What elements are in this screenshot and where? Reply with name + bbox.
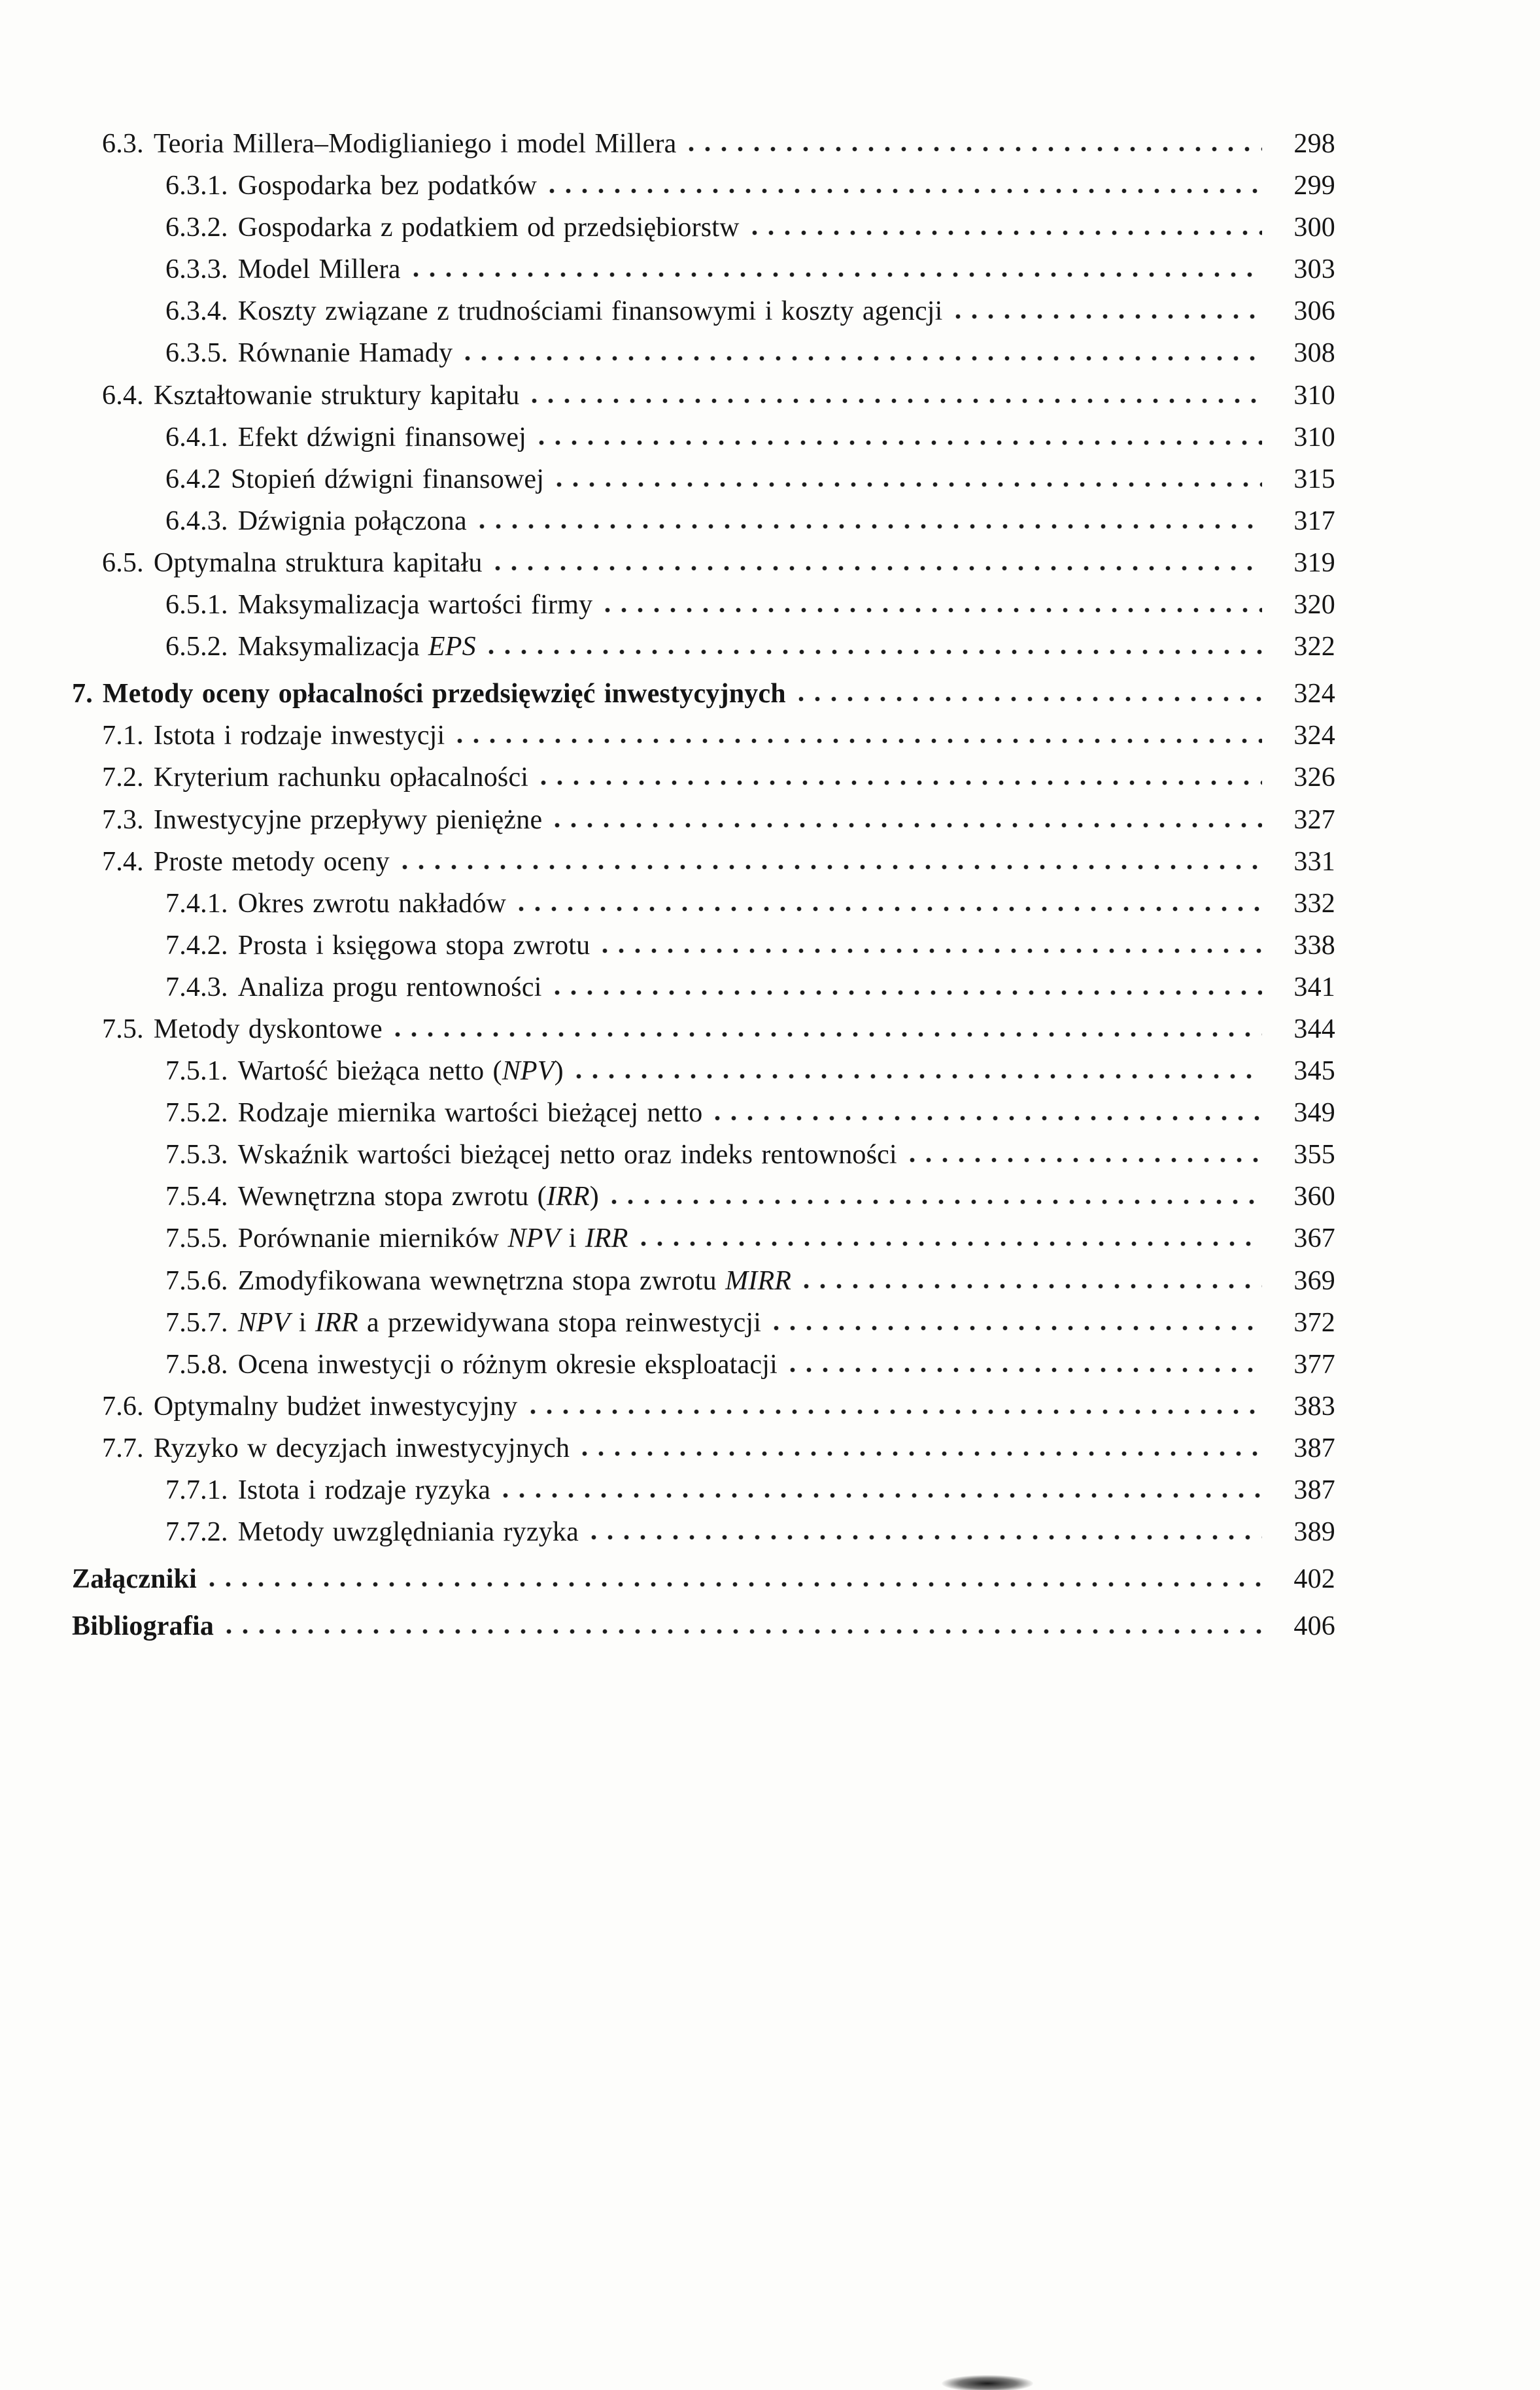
toc-entry xyxy=(72,1565,1335,1594)
toc-entry xyxy=(165,632,1335,661)
dot-leader xyxy=(413,271,1262,278)
toc-entry xyxy=(102,721,1335,750)
dot-leader xyxy=(554,822,1262,828)
toc-entry xyxy=(165,255,1335,284)
toc-entry xyxy=(165,1267,1335,1295)
entry-number: 7.5.8. xyxy=(165,1349,228,1380)
dot-leader xyxy=(604,607,1262,613)
toc-entry xyxy=(165,1308,1335,1337)
entry-number: 6.4.3. xyxy=(165,505,228,536)
dot-leader xyxy=(502,1492,1262,1499)
toc-entry xyxy=(165,889,1335,918)
dot-leader xyxy=(209,1581,1262,1588)
entry-number: 6.3.2. xyxy=(165,213,228,243)
toc-entry xyxy=(102,381,1335,410)
dot-leader xyxy=(590,1534,1262,1541)
entry-page: 355 xyxy=(1293,1140,1335,1170)
entry-page: 372 xyxy=(1293,1307,1335,1338)
toc-entry xyxy=(165,1057,1335,1085)
toc-entry xyxy=(72,679,1335,708)
toc-entry xyxy=(102,847,1335,876)
entry-title: Dźwignia połączona xyxy=(237,505,467,536)
entry-title: Proste metody oceny xyxy=(153,846,390,877)
entry-title: Zmodyfikowana wewnętrzna stopa zwrotu MIRR xyxy=(237,1265,792,1296)
dot-leader xyxy=(518,906,1262,912)
toc-entry xyxy=(102,806,1335,834)
dot-leader xyxy=(640,1240,1262,1247)
entry-number: 7.5.4. xyxy=(165,1182,228,1212)
entry-number: 6.4.2 xyxy=(165,464,221,494)
entry-title: Prosta i księgowa stopa zwrotu xyxy=(237,930,590,961)
toc-entry xyxy=(72,1612,1335,1641)
entry-number: 7.3. xyxy=(102,804,144,835)
entry-title: Porównanie mierników NPV i IRR xyxy=(237,1223,628,1254)
entry-number: 7.1. xyxy=(102,721,144,751)
entry-title: Wartość bieżąca netto (NPV) xyxy=(237,1056,564,1087)
toc-entry xyxy=(165,590,1335,619)
dot-leader xyxy=(402,864,1262,870)
entry-title: Analiza progu rentowności xyxy=(237,972,542,1002)
entry-title: Rodzaje miernika wartości bieżącej netto xyxy=(237,1098,703,1129)
entry-page: 299 xyxy=(1293,171,1335,201)
entry-page: 317 xyxy=(1293,505,1335,536)
toc-entry xyxy=(102,1434,1335,1463)
dot-leader xyxy=(456,738,1262,744)
entry-number: 6.4. xyxy=(102,380,144,411)
entry-title: Ocena inwestycji o różnym okresie eksploatacji xyxy=(237,1349,778,1380)
entry-page: 324 xyxy=(1293,679,1335,709)
entry-page: 338 xyxy=(1293,930,1335,961)
dot-leader xyxy=(531,398,1262,404)
entry-number: 7. xyxy=(72,679,93,709)
entry-number: 6.3.1. xyxy=(165,171,228,201)
dot-leader xyxy=(773,1325,1262,1331)
toc-entry xyxy=(102,129,1335,158)
entry-number: 6.3.5. xyxy=(165,338,228,369)
entry-number: 7.6. xyxy=(102,1391,144,1422)
entry-number: 7.5.1. xyxy=(165,1056,228,1087)
entry-title: Optymalny budżet inwestycyjny xyxy=(153,1391,518,1422)
entry-page: 345 xyxy=(1293,1056,1335,1087)
dot-leader xyxy=(530,1408,1262,1415)
toc-entry xyxy=(102,1392,1335,1421)
toc-entry xyxy=(165,171,1335,200)
entry-title: Kształtowanie struktury kapitału xyxy=(153,380,520,411)
toc-list xyxy=(72,129,1335,1641)
entry-page: 324 xyxy=(1293,721,1335,751)
dot-leader xyxy=(575,1073,1262,1080)
entry-title: Metody dyskontowe xyxy=(153,1014,383,1044)
toc-entry xyxy=(102,1015,1335,1044)
entry-title: Metody uwzględniania ryzyka xyxy=(237,1517,579,1548)
entry-title: Efekt dźwigni finansowej xyxy=(237,422,527,452)
toc-entry xyxy=(165,297,1335,326)
dot-leader xyxy=(538,439,1262,446)
toc-entry xyxy=(165,1182,1335,1211)
entry-title: Okres zwrotu nakładów xyxy=(237,888,507,919)
entry-number: 7.5.6. xyxy=(165,1265,228,1296)
dot-leader xyxy=(540,779,1262,786)
dot-leader xyxy=(955,313,1262,320)
entry-title: Inwestycyjne przepływy pieniężne xyxy=(153,804,543,835)
entry-number: 6.3. xyxy=(102,129,144,159)
entry-number: 6.4.1. xyxy=(165,422,228,452)
toc-entry xyxy=(165,973,1335,1002)
entry-page: 383 xyxy=(1293,1391,1335,1422)
dot-leader xyxy=(789,1367,1262,1373)
dot-leader xyxy=(803,1283,1262,1289)
scan-artifact xyxy=(942,2375,1033,2390)
entry-title: Optymalna struktura kapitału xyxy=(153,547,483,578)
entry-page: 298 xyxy=(1293,129,1335,159)
toc-entry xyxy=(165,213,1335,242)
entry-page: 331 xyxy=(1293,846,1335,877)
dot-leader xyxy=(226,1628,1262,1635)
entry-title: Istota i rodzaje ryzyka xyxy=(237,1475,491,1505)
entry-page: 406 xyxy=(1293,1611,1335,1642)
dot-leader xyxy=(581,1450,1262,1457)
entry-page: 306 xyxy=(1293,296,1335,327)
dot-leader xyxy=(714,1115,1262,1121)
entry-number: 7.5.7. xyxy=(165,1307,228,1338)
entry-page: 377 xyxy=(1293,1349,1335,1380)
toc-entry xyxy=(165,339,1335,367)
dot-leader xyxy=(494,565,1262,572)
entry-page: 389 xyxy=(1293,1517,1335,1548)
entry-page: 327 xyxy=(1293,804,1335,835)
dot-leader xyxy=(611,1199,1262,1205)
toc-entry xyxy=(165,1350,1335,1379)
toc-entry xyxy=(165,1224,1335,1253)
toc-entry xyxy=(165,1099,1335,1127)
dot-leader xyxy=(688,146,1262,152)
entry-number: 7.2. xyxy=(102,762,144,793)
entry-title: Wskaźnik wartości bieżącej netto oraz indeks rentowności xyxy=(237,1140,897,1170)
toc-entry xyxy=(165,423,1335,452)
entry-page: 332 xyxy=(1293,888,1335,919)
entry-title: Maksymalizacja wartości firmy xyxy=(237,590,593,621)
dot-leader xyxy=(549,188,1262,194)
entry-number: 7.4.1. xyxy=(165,888,228,919)
entry-title: Koszty związane z trudnościami finansowymi i koszty agencji xyxy=(237,296,943,327)
toc-entry xyxy=(165,507,1335,536)
entry-page: 319 xyxy=(1293,547,1335,578)
entry-number: 6.5. xyxy=(102,547,144,578)
entry-title: Kryterium rachunku opłacalności xyxy=(153,762,529,793)
entry-number: 7.7.2. xyxy=(165,1517,228,1548)
entry-title: NPV i IRR a przewidywana stopa reinwestycji xyxy=(237,1307,762,1338)
toc-entry xyxy=(102,549,1335,577)
entry-title: Maksymalizacja EPS xyxy=(237,632,476,662)
toc-entry xyxy=(165,465,1335,494)
toc-entry xyxy=(165,1518,1335,1546)
entry-number: 7.5. xyxy=(102,1014,144,1044)
entry-title: Metody oceny opłacalności przedsięwzięć inwestycyjnych xyxy=(102,679,786,709)
dot-leader xyxy=(602,947,1262,954)
entry-title: Stopień dźwigni finansowej xyxy=(231,464,545,494)
entry-page: 310 xyxy=(1293,422,1335,452)
table-of-contents xyxy=(72,129,1335,1654)
entry-page: 326 xyxy=(1293,762,1335,793)
entry-number: 7.7.1. xyxy=(165,1475,228,1505)
dot-leader xyxy=(554,989,1262,996)
entry-page: 303 xyxy=(1293,254,1335,285)
entry-title: Model Millera xyxy=(237,254,401,285)
entry-number: 7.5.5. xyxy=(165,1223,228,1254)
entry-number: 7.4. xyxy=(102,846,144,877)
dot-leader xyxy=(464,355,1262,362)
entry-number: 7.4.3. xyxy=(165,972,228,1002)
entry-page: 341 xyxy=(1293,972,1335,1002)
entry-number: 7.4.2. xyxy=(165,930,228,961)
dot-leader xyxy=(751,230,1262,236)
toc-entry xyxy=(165,1476,1335,1505)
entry-page: 322 xyxy=(1293,632,1335,662)
entry-title: Równanie Hamady xyxy=(237,338,453,369)
entry-title: Teoria Millera–Modiglianiego i model Millera xyxy=(153,129,677,159)
entry-page: 310 xyxy=(1293,380,1335,411)
dot-leader xyxy=(909,1157,1262,1163)
entry-page: 402 xyxy=(1293,1564,1335,1595)
entry-page: 320 xyxy=(1293,590,1335,621)
toc-entry xyxy=(165,931,1335,960)
dot-leader xyxy=(798,696,1262,702)
entry-number: 7.5.2. xyxy=(165,1098,228,1129)
entry-page: 387 xyxy=(1293,1475,1335,1505)
dot-leader xyxy=(556,481,1262,488)
entry-page: 349 xyxy=(1293,1098,1335,1129)
entry-page: 344 xyxy=(1293,1014,1335,1044)
entry-title: Ryzyko w decyzjach inwestycyjnych xyxy=(153,1433,570,1463)
entry-number: 6.3.3. xyxy=(165,254,228,285)
entry-page: 300 xyxy=(1293,213,1335,243)
toc-entry xyxy=(102,763,1335,792)
entry-page: 315 xyxy=(1293,464,1335,494)
entry-title: Bibliografia xyxy=(72,1611,214,1642)
entry-title: Gospodarka z podatkiem od przedsiębiorstw xyxy=(237,213,740,243)
entry-page: 360 xyxy=(1293,1182,1335,1212)
entry-page: 367 xyxy=(1293,1223,1335,1254)
dot-leader xyxy=(394,1031,1262,1038)
entry-number: 7.7. xyxy=(102,1433,144,1463)
entry-number: 6.5.1. xyxy=(165,590,228,621)
entry-page: 308 xyxy=(1293,338,1335,369)
entry-number: 6.3.4. xyxy=(165,296,228,327)
entry-page: 387 xyxy=(1293,1433,1335,1463)
dot-leader xyxy=(488,649,1262,655)
entry-page: 369 xyxy=(1293,1265,1335,1296)
dot-leader xyxy=(479,523,1262,530)
toc-entry xyxy=(165,1140,1335,1169)
entry-number: 7.5.3. xyxy=(165,1140,228,1170)
entry-title: Istota i rodzaje inwestycji xyxy=(153,721,445,751)
entry-title: Wewnętrzna stopa zwrotu (IRR) xyxy=(237,1182,599,1212)
entry-title: Gospodarka bez podatków xyxy=(237,171,538,201)
entry-number: 6.5.2. xyxy=(165,632,228,662)
entry-title: Załączniki xyxy=(72,1564,197,1595)
